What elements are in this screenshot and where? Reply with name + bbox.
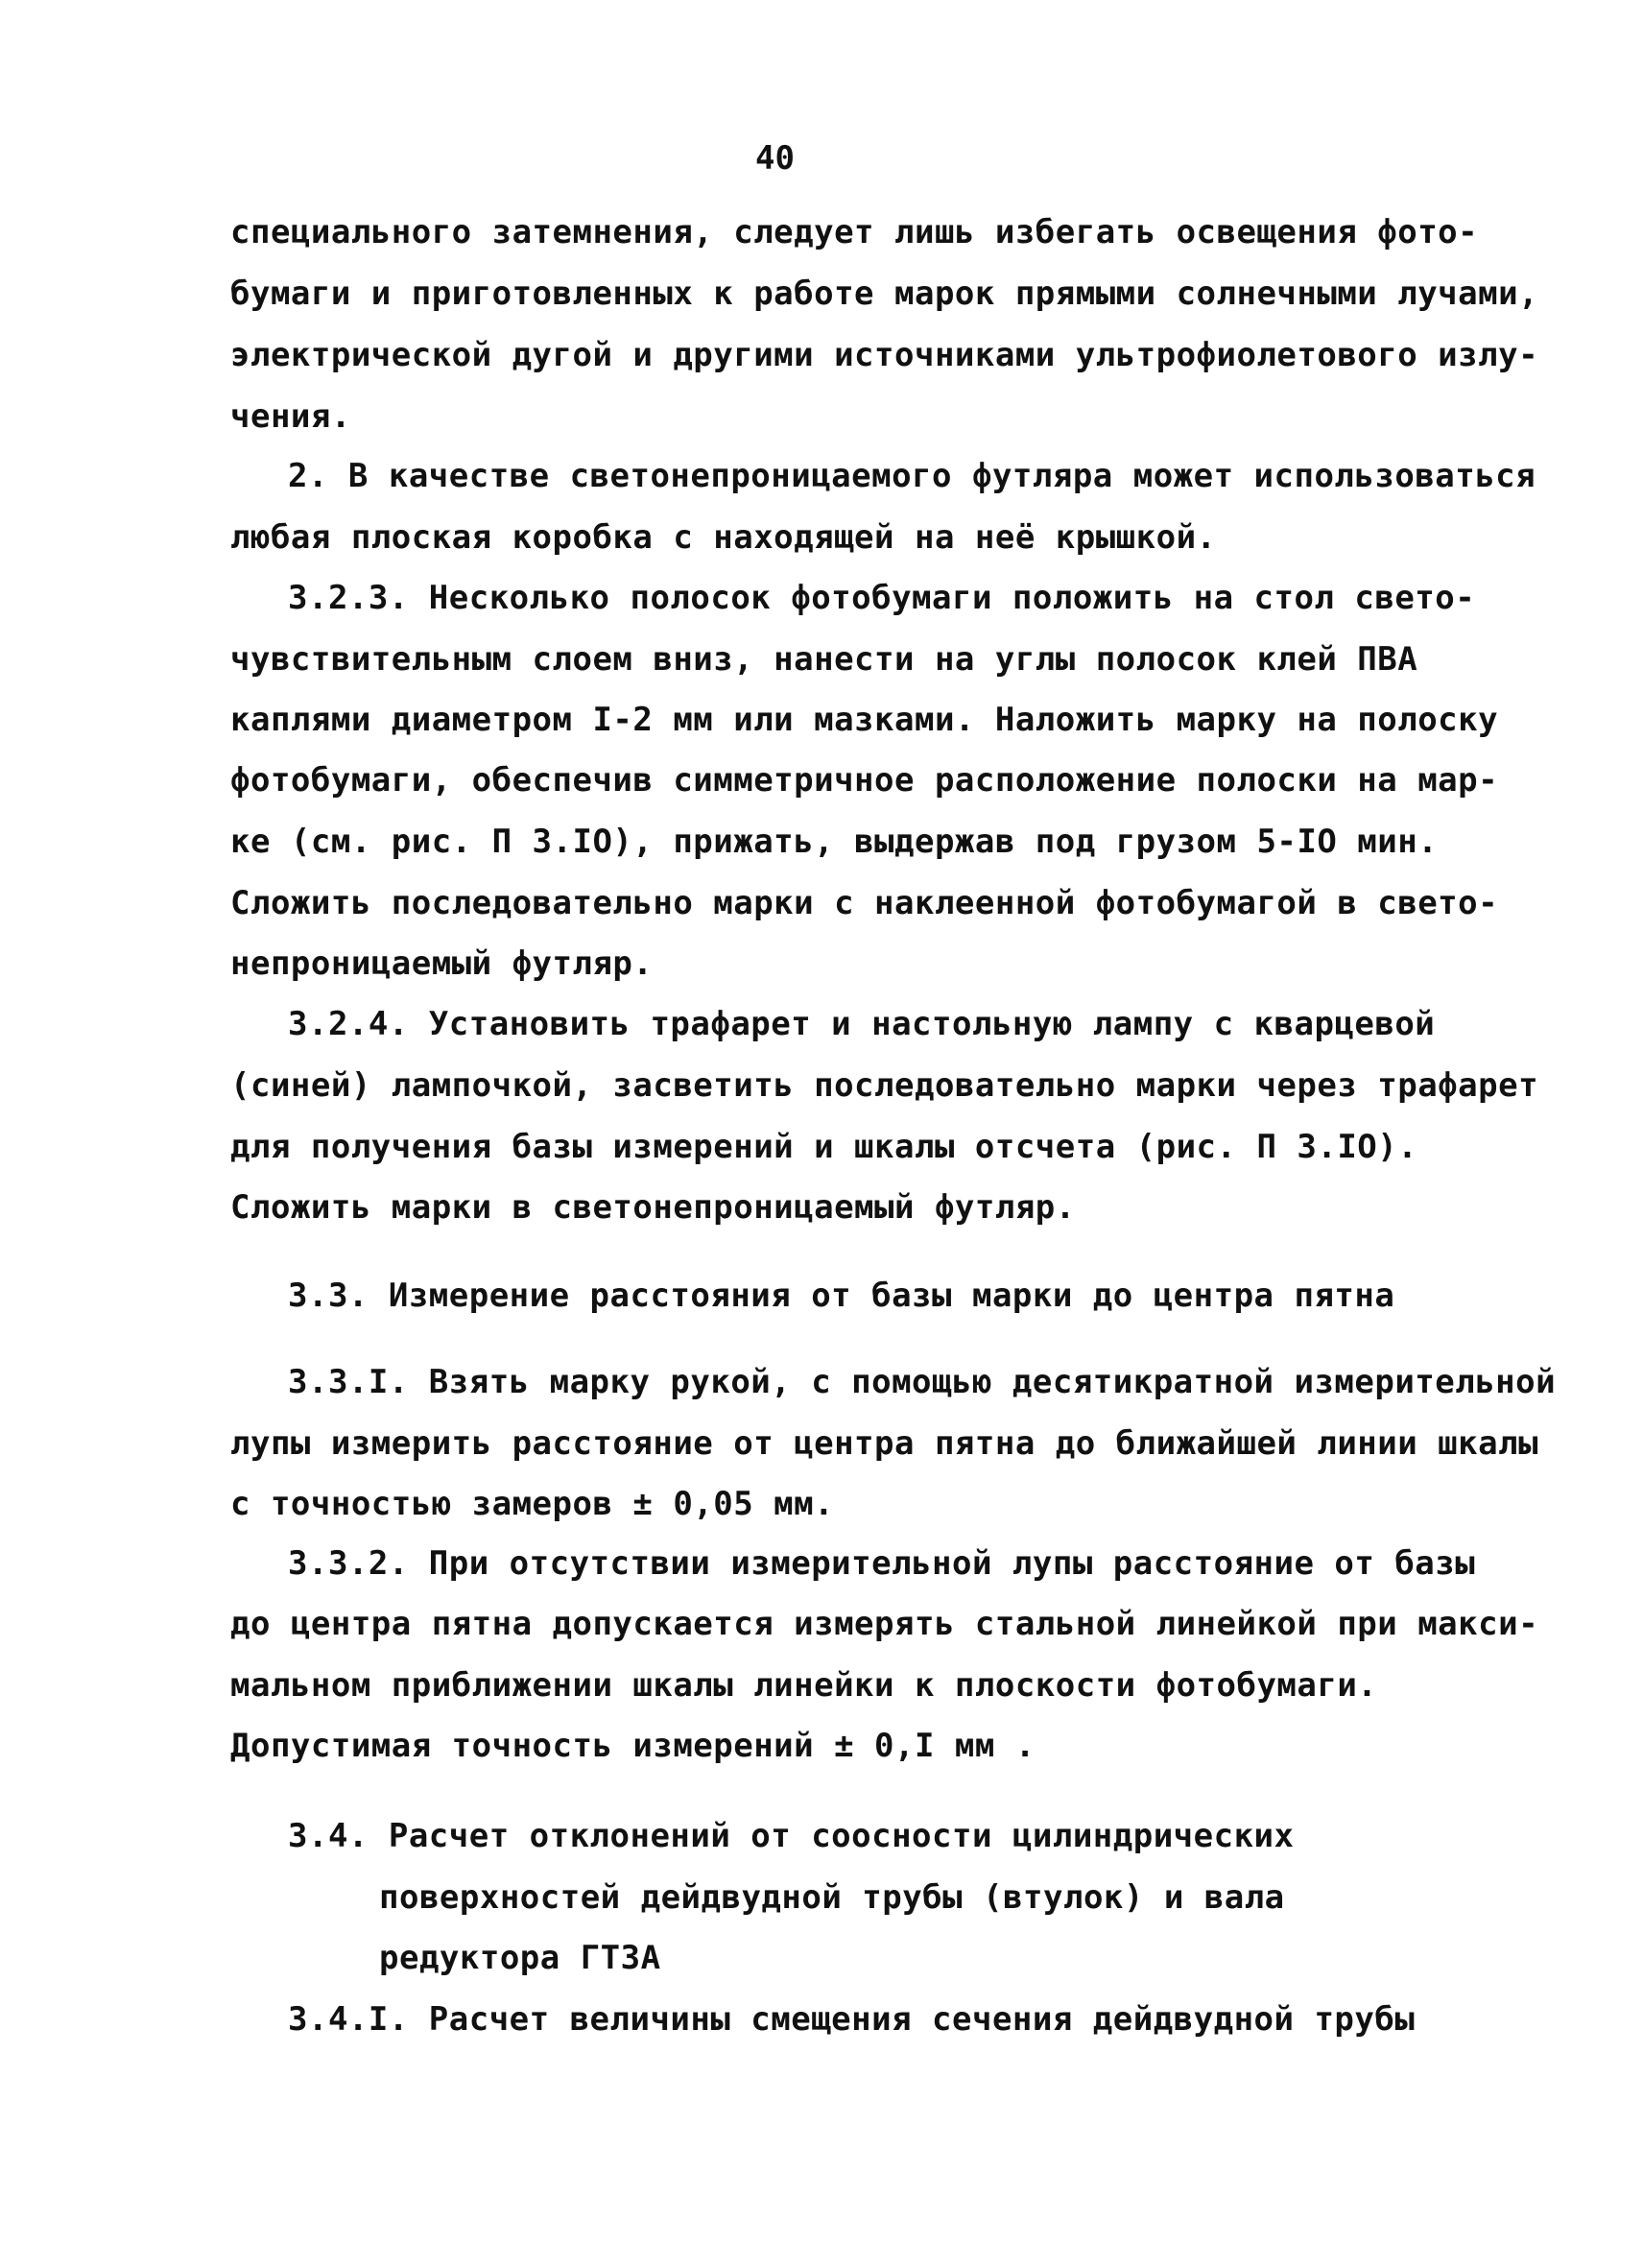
text-line: 3.2.3. Несколько полосок фотобумаги положить на стол свето- [288, 579, 1476, 617]
text-line: 3.3.I. Взять марку рукой, с помощью десятикратной измерительной [288, 1363, 1557, 1401]
text-line: Допустимая точность измерений ± 0,I мм . [230, 1727, 1036, 1765]
text-line: ке (см. рис. П 3.IO), прижать, выдержав под грузом 5-IO мин. [230, 823, 1439, 861]
text-line: 3.2.4. Установить трафарет и настольную лампу с кварцевой [288, 1005, 1436, 1043]
text-line: фотобумаги, обеспечив симметричное расположение полоски на мар- [230, 761, 1499, 800]
text-line: 3.3.2. При отсутствии измерительной лупы расстояние от базы [288, 1544, 1476, 1583]
text-line: любая плоская коробка с находящей на неё крышкой. [230, 518, 1217, 557]
text-line: специального затемнения, следует лишь избегать освещения фото- [230, 213, 1479, 251]
text-line: с точностью замеров ± 0,05 мм. [230, 1485, 835, 1523]
text-line: 2. В качестве светонепроницаемого футляра может использоваться [288, 457, 1536, 495]
text-line: бумаги и приготовленных к работе марок прямыми солнечными лучами, [230, 275, 1539, 313]
text-line: каплями диаметром I-2 мм или мазками. Наложить марку на полоску [230, 701, 1499, 739]
section-heading: 3.4. Расчет отклонений от соосности цилиндрических [288, 1817, 1295, 1855]
text-line: Сложить марки в светонепроницаемый футляр. [230, 1188, 1076, 1227]
text-line: для получения базы измерений и шкалы отсчета (рис. П 3.IO). [230, 1128, 1418, 1166]
text-line: мальном приближении шкалы линейки к плоскости фотобумаги. [230, 1666, 1378, 1705]
text-line: чения. [230, 397, 351, 436]
text-line: электрической дугой и другими источниками ультрофиолетового излу- [230, 336, 1539, 374]
text-line: (синей) лампочкой, засветить последовательно марки через трафарет [230, 1066, 1539, 1105]
text-line: 3.4.I. Расчет величины смещения сечения дейдвудной трубы [288, 2000, 1416, 2039]
section-heading: редуктора ГТЗА [379, 1939, 661, 1977]
section-heading: поверхностей дейдвудной трубы (втулок) и вала [379, 1878, 1285, 1917]
text-line: чувствительным слоем вниз, нанести на углы полосок клей ПВА [230, 640, 1418, 679]
section-heading: 3.3. Измерение расстояния от базы марки до центра пятна [288, 1277, 1395, 1315]
text-line: Сложить последовательно марки с наклеенной фотобумагой в свето- [230, 884, 1499, 922]
text-line: до центра пятна допускается измерять стальной линейкой при макси- [230, 1605, 1539, 1643]
page-number: 40 [755, 139, 795, 178]
text-line: непроницаемый футляр. [230, 944, 654, 983]
text-line: лупы измерить расстояние от центра пятна до ближайшей линии шкалы [230, 1424, 1539, 1463]
